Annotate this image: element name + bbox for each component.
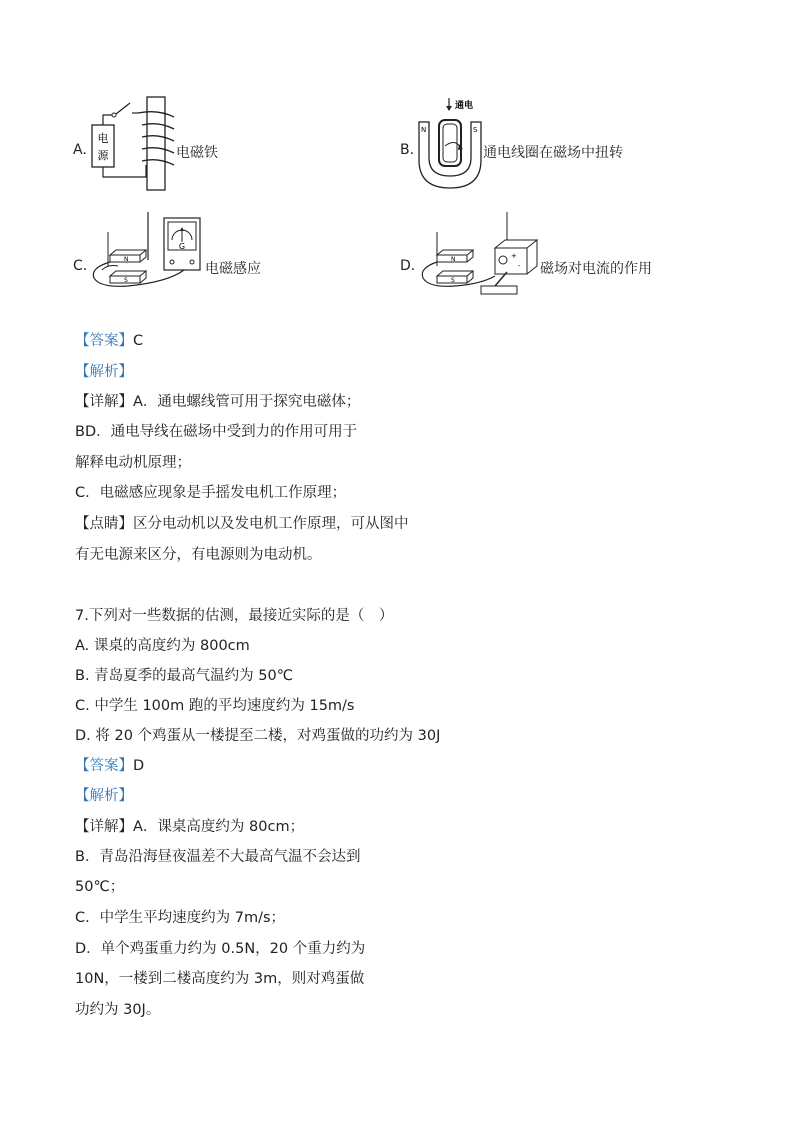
q6-comment-line-2: 有无电源来区分，有电源则为电动机。 (75, 547, 322, 563)
q7-detail-line-6: 10N，一楼到二楼高度约为 3m，则对鸡蛋做 (75, 971, 365, 987)
q7-answer-line (75, 754, 144, 775)
plus-terminal: + (511, 252, 517, 260)
q7-detail-text-1: A．课桌高度约为 80cm； (133, 819, 305, 835)
q7-option-a: A. 课桌的高度约为 800cm (75, 638, 250, 654)
c-south-label: S (124, 277, 128, 284)
coil-in-magnet-diagram (415, 96, 485, 194)
q7-option-b: B. 青岛夏季的最高气温约为 50℃ (75, 668, 294, 684)
q7-detail-line-1 (75, 815, 304, 836)
q6-detail-line-2: BD．通电导线在磁场中受到力的作用可用于 (75, 424, 358, 440)
q7-option-d: D. 将 20 个鸡蛋从一楼提至二楼，对鸡蛋做的功约为 30J (75, 728, 441, 744)
q6-answer-tag: 【答案】 (75, 333, 133, 349)
q6-comment-tag: 【点睛】 (75, 516, 133, 532)
q7-detail-line-4: C．中学生平均速度约为 7m/s； (75, 910, 286, 926)
q7-answer-value: D (133, 758, 145, 774)
power-label-top: 电 (97, 132, 109, 145)
q6-detail-tag: 【详解】 (75, 394, 133, 410)
q6-detail-line-3: 解释电动机原理； (75, 455, 191, 471)
q6-detail-text-1: A．通电螺线管可用于探究电磁体； (133, 394, 361, 410)
option-a-caption: 电磁铁 (176, 145, 218, 161)
q7-option-c: C. 中学生 100m 跑的平均速度约为 15m/s (75, 698, 355, 714)
q7-detail-line-2: B．青岛沿海昼夜温差不大最高气温不会达到 (75, 849, 361, 865)
q7-analysis-tag: 【解析】 (75, 788, 133, 804)
q7-detail-line-7: 功约为 30J。 (75, 1002, 161, 1018)
q6-analysis-tag: 【解析】 (75, 364, 133, 380)
option-b-letter: B. (400, 142, 415, 158)
q6-comment-text-1: 区分电动机以及发电机工作原理，可从图中 (133, 516, 409, 532)
option-a-letter: A. (73, 142, 87, 158)
option-b-caption: 通电线圈在磁场中扭转 (483, 145, 623, 161)
south-pole-label: S (473, 126, 478, 134)
option-c-caption: 电磁感应 (205, 261, 261, 277)
option-d-caption: 磁场对电流的作用 (540, 261, 652, 277)
q7-detail-tag: 【详解】 (75, 819, 133, 835)
galvanometer-label: G (178, 242, 186, 251)
q6-answer-value: C (133, 333, 144, 349)
current-label: 通电 (455, 101, 474, 111)
q7-answer-tag: 【答案】 (75, 758, 133, 774)
power-label-bottom: 源 (97, 149, 109, 162)
c-north-label: N (124, 256, 129, 263)
option-c-letter: C. (73, 258, 88, 274)
q7-detail-line-3: 50℃； (75, 879, 125, 895)
induction-diagram (88, 210, 206, 295)
q7-stem: 7.下列对一些数据的估测，最接近实际的是（ ） (75, 608, 394, 624)
q6-answer-line (75, 329, 143, 350)
q7-detail-line-5: D．单个鸡蛋重力约为 0.5N，20 个重力约为 (75, 941, 366, 957)
d-south-label: S (451, 277, 455, 284)
north-pole-label: N (421, 126, 427, 134)
electromagnet-diagram (90, 95, 180, 195)
minus-terminal: - (518, 262, 521, 270)
q6-detail-line-1 (75, 390, 360, 411)
q6-detail-line-4: C．电磁感应现象是手摇发电机工作原理； (75, 485, 347, 501)
force-on-current-diagram (415, 210, 540, 300)
d-north-label: N (451, 256, 456, 263)
q6-comment-line-1 (75, 512, 409, 533)
option-d-letter: D. (400, 258, 416, 274)
